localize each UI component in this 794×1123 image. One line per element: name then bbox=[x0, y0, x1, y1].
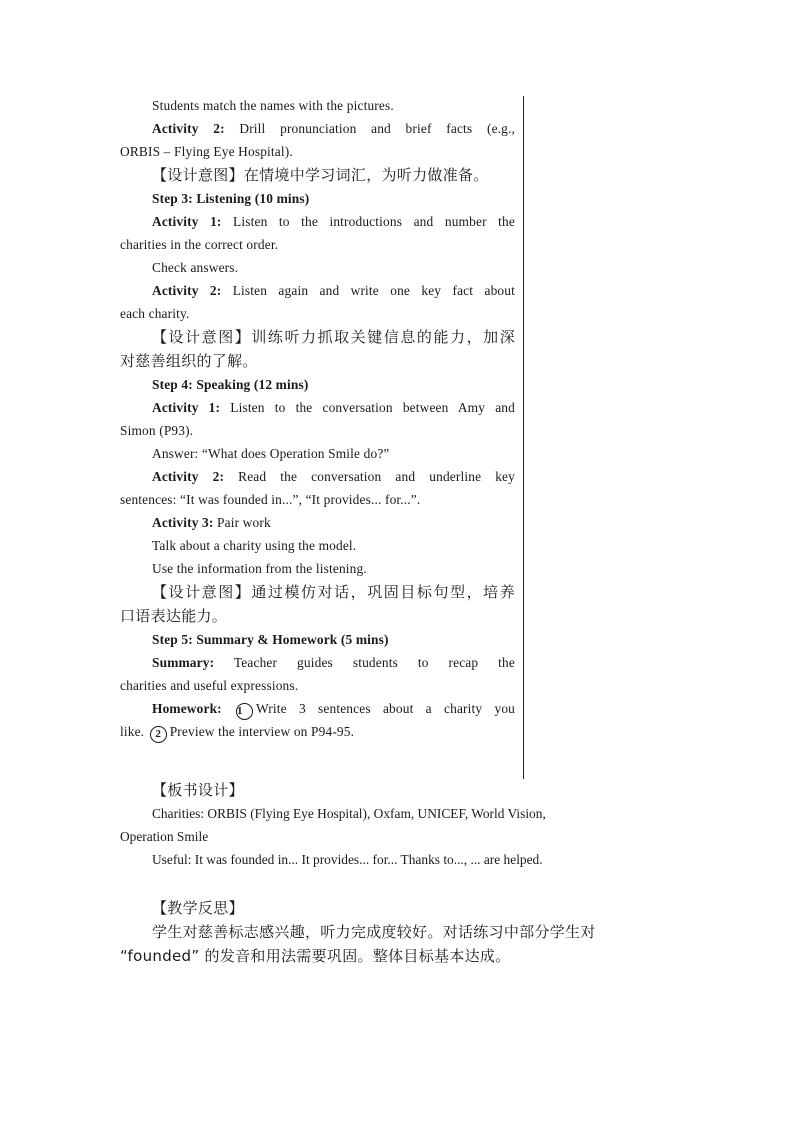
step2-activity2: Activity 2: Drill pronunciation and brief facts (e.g., bbox=[152, 121, 516, 136]
summary-label: Summary: bbox=[152, 655, 215, 670]
step4-activity1-cont: Simon (P93). bbox=[120, 423, 194, 438]
step3-activity2-cont: each charity. bbox=[120, 306, 190, 321]
step4-activity1: Activity 1: Listen to the conversation between Amy and bbox=[152, 400, 515, 415]
step2-design-intent: 【设计意图】在情境中学习词汇，为听力做准备。 bbox=[152, 166, 489, 184]
step2-activity2-cont: ORBIS – Flying Eye Hospital). bbox=[120, 144, 293, 159]
step3-design-intent-cont: 对慈善组织的了解。 bbox=[120, 352, 258, 370]
step5-heading: Step 5: Summary & Homework (5 mins) bbox=[152, 632, 389, 647]
step4-talk: Talk about a charity using the model. bbox=[152, 538, 357, 553]
activity-label: Activity 2: bbox=[152, 121, 225, 136]
step5-summary: Summary: Teacher guides students to recap the bbox=[152, 655, 515, 670]
step3-activity2: Activity 2: Listen again and write one key fact about bbox=[152, 283, 515, 298]
circled-number-2: 2 bbox=[150, 726, 167, 743]
step4-design-intent-cont: 口语表达能力。 bbox=[120, 607, 228, 625]
step4-activity2: Activity 2: Read the conversation and underline key bbox=[152, 469, 515, 484]
step5-homework-cont: like. 2 Preview the interview on P94-95. bbox=[120, 720, 515, 743]
step4-heading: Step 4: Speaking (12 mins) bbox=[152, 377, 309, 392]
activity-label: Activity 2: bbox=[152, 469, 225, 484]
board-useful: Useful: It was founded in... It provides... for... Thanks to..., ... are helped. bbox=[152, 852, 543, 867]
step3-heading: Step 3: Listening (10 mins) bbox=[152, 191, 310, 206]
step2-line: Students match the names with the pictures. bbox=[152, 98, 394, 113]
reflection-text-cont: “founded” 的发音和用法需要巩固。整体目标基本达成。 bbox=[120, 947, 511, 965]
board-charities: Charities: ORBIS (Flying Eye Hospital), Oxfam, UNICEF, World Vision, bbox=[152, 806, 546, 821]
step4-activity2-cont: sentences: “It was founded in...”, “It provides... for...”. bbox=[120, 492, 421, 507]
circled-number-1: 1 bbox=[236, 703, 253, 720]
activity-label: Activity 1: bbox=[152, 214, 222, 229]
homework-label: Homework: bbox=[152, 701, 222, 716]
step4-activity3: Activity 3: Pair work bbox=[152, 515, 271, 530]
board-design-section bbox=[120, 778, 630, 871]
board-heading: 【板书设计】 bbox=[152, 781, 244, 799]
step5-homework: Homework: 1 Write 3 sentences about a charity you bbox=[120, 697, 515, 720]
step4-use: Use the information from the listening. bbox=[152, 561, 367, 576]
step3-activity1: Activity 1: Listen to the introductions and number the bbox=[152, 214, 515, 229]
board-charities-cont: Operation Smile bbox=[120, 829, 209, 844]
step5-summary-cont: charities and useful expressions. bbox=[120, 678, 299, 693]
activity-label: Activity 1: bbox=[152, 400, 221, 415]
activity-label: Activity 3: bbox=[152, 515, 214, 530]
step4-answer: Answer: “What does Operation Smile do?” bbox=[152, 446, 390, 461]
activity-label: Activity 2: bbox=[152, 283, 222, 298]
table-border-line bbox=[523, 96, 524, 779]
step3-activity1-cont: charities in the correct order. bbox=[120, 237, 279, 252]
step3-check: Check answers. bbox=[152, 260, 239, 275]
teaching-reflection-section bbox=[120, 896, 630, 968]
step4-design-intent: 【设计意图】通过模仿对话，巩固目标句型，培养 bbox=[152, 583, 515, 601]
reflection-heading: 【教学反思】 bbox=[152, 899, 244, 917]
step3-design-intent: 【设计意图】训练听力抓取关键信息的能力，加深 bbox=[152, 328, 515, 346]
reflection-text: 学生对慈善标志感兴趣，听力完成度较好。对话练习中部分学生对 bbox=[152, 923, 596, 941]
lesson-procedure-column bbox=[120, 94, 515, 743]
